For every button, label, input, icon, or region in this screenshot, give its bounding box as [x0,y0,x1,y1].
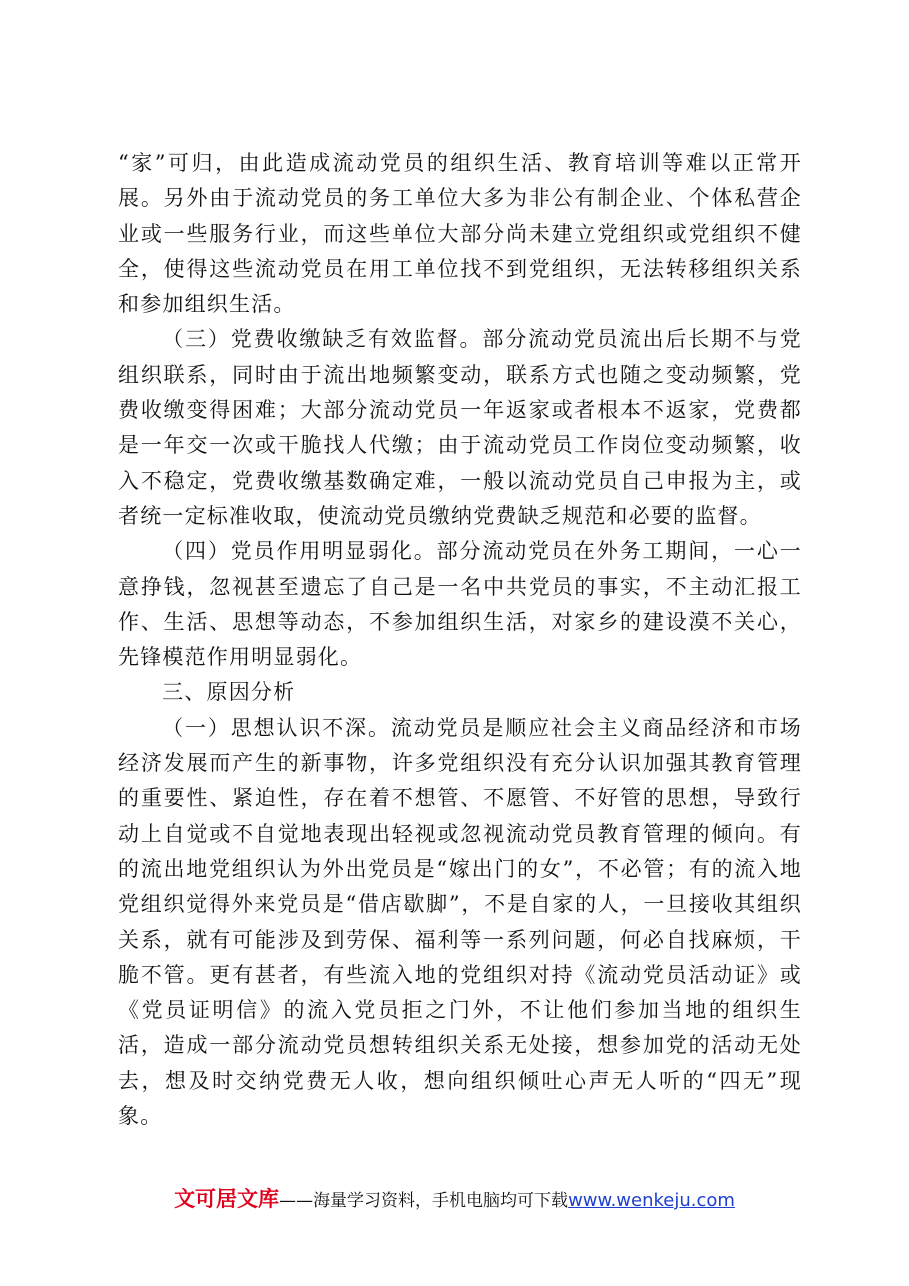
footer-banner [0,1183,909,1213]
footer-site-link[interactable]: www.wenkeju.com [568,1190,735,1211]
section-heading: 三、原因分析 [162,680,296,705]
paragraph-cause-analysis: （一）思想认识不深。流动党员是顺应社会主义商品经济和市场经济发展而产生的新事物，许多党组织没有充分认识加强其教育管理的重要性、紧迫性，存在着不想管、不愿管、不好管的思想，导致行动上自觉或不自觉地表现出轻视或忽视流动党员教育管理的倾向。有的流出地党组织认为外出党员是“嫁出门的女”，不必管；有的流入地党组织觉得外来党员是“借店歇脚”，不是自家的人，一旦接收其组织关系，就有可能涉及到劳保、福利等一系列问题，何必自找麻烦，干脆不管。更有甚者，有些流入地的党组织对持《流动党员活动证》或《党员证明信》的流入党员拒之门外，不让他们参加当地的组织生活，造成一部分流动党员想转组织关系无处接，想参加党的活动无处去，想及时交纳党费无人收，想向组织倾吐心声无人听的“四无”现象。 [118,715,802,1129]
paragraph-continuation: “家”可归，由此造成流动党员的组织生活、教育培训等难以正常开展。另外由于流动党员的务工单位大多为非公有制企业、个体私营企业或一些服务行业，而这些单位大部分尚未建立党组织或党组织不健全，使得这些流动党员在用工单位找不到党组织，无法转移组织关系和参加组织生活。 [118,151,802,317]
paragraph-member-role: （四）党员作用明显弱化。部分流动党员在外务工期间，一心一意挣钱，忽视甚至遗忘了自己是一名中共党员的事实，不主动汇报工作、生活、思想等动态，不参加组织生活，对家乡的建设漠不关心，先锋模范作用明显弱化。 [118,539,802,670]
document-body [118,146,802,1134]
footer-tagline: ——海量学习资料，手机电脑均可下载 [279,1191,569,1211]
footer-brand: 文可居文库 [174,1187,280,1211]
paragraph-party-dues: （三）党费收缴缺乏有效监督。部分流动党员流出后长期不与党组织联系，同时由于流出地频繁变动，联系方式也随之变动频繁，党费收缴变得困难；大部分流动党员一年返家或者根本不返家，党费都是一年交一次或干脆找人代缴；由于流动党员工作岗位变动频繁，收入不稳定，党费收缴基数确定难，一般以流动党员自己申报为主，或者统一定标准收取，使流动党员缴纳党费缺乏规范和必要的监督。 [118,327,802,528]
